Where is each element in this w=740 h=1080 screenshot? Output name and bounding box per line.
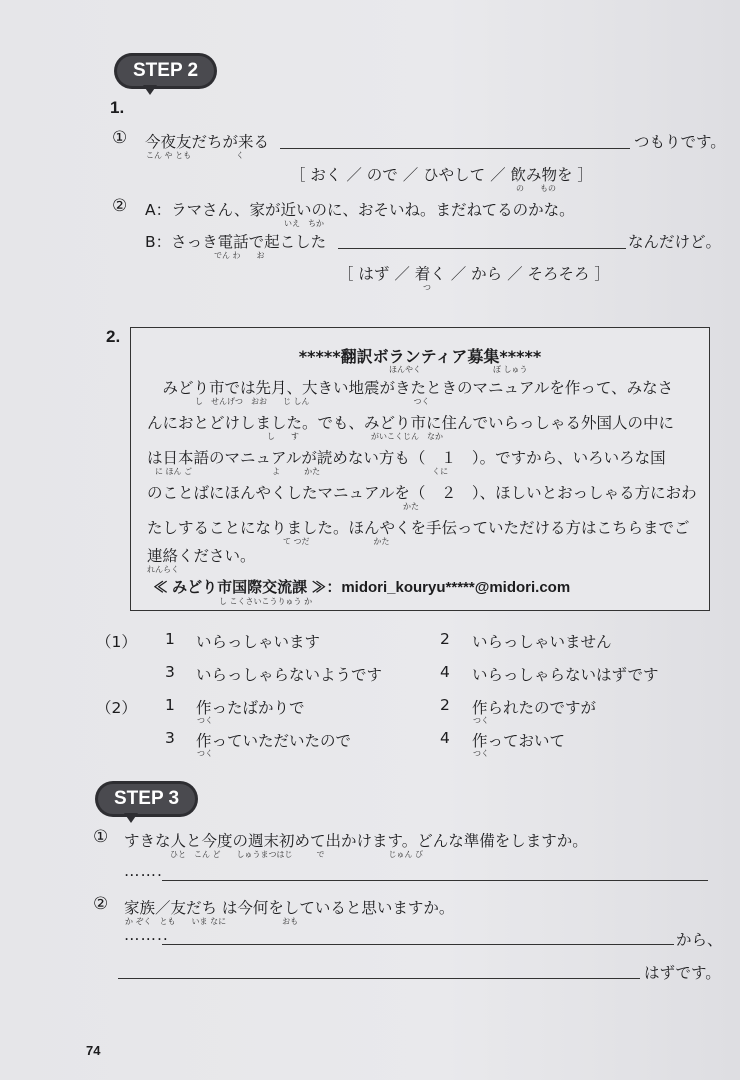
option-number: 2 — [440, 696, 450, 714]
ruby: でん わ お — [214, 251, 265, 260]
answer-line-step3-2b[interactable] — [118, 960, 640, 979]
item-2-circle: ② — [112, 196, 128, 216]
option-number: 4 — [440, 663, 450, 681]
answer-blank-2[interactable] — [338, 230, 626, 249]
ruby: つ — [423, 283, 431, 292]
ruby: こん や とも — [146, 151, 192, 160]
answer-option[interactable]: いらっしゃいます — [196, 633, 321, 651]
question-2-number: 2. — [106, 327, 121, 346]
dots: …….. — [124, 926, 169, 944]
question-1-number: 1. — [110, 98, 125, 117]
option-number: 4 — [440, 729, 450, 747]
ruby: つく — [197, 749, 213, 758]
ruby: かた — [147, 502, 419, 511]
option-number: 3 — [165, 729, 175, 747]
option-number: 2 — [440, 630, 450, 648]
suffix-kara: から、 — [676, 931, 723, 949]
ruby: ひと こん ど しゅうまつはじ で じゅん び — [170, 850, 424, 859]
step3-item-1-text: すきな人と今度の週末初めて出かけます。どんな準備をしますか。 — [124, 832, 588, 850]
ruby: に ほん ご よ かた くに — [147, 467, 449, 476]
ruby: し せんげつ おお じ しん つく — [147, 397, 430, 406]
notice-box — [130, 327, 710, 611]
answer-option[interactable]: いらっしゃらないようです — [196, 666, 383, 684]
dots: ……. — [124, 862, 163, 880]
notice-line: は日本語のマニュアルが読めない方も（ １ ）。ですから、いろいろな国 — [147, 449, 666, 467]
ruby: し こくさいこうりゅう か — [219, 597, 313, 606]
answer-label-2: （2） — [96, 699, 137, 717]
answer-option[interactable]: 作っていただいたので — [196, 732, 352, 750]
item-1-prefix: 今夜友だちが来る — [145, 133, 270, 151]
answer-option[interactable]: 作ったばかりで — [196, 699, 305, 717]
answer-option[interactable]: 作られたのですが — [472, 699, 597, 717]
step3-item-2-circle: ② — [93, 894, 109, 914]
step3-item-2-text: 家族／友だち は今何をしていると思いますか。 — [124, 899, 455, 917]
ruby: ほんやく ぼ しゅう — [389, 365, 528, 374]
option-number: 3 — [165, 663, 175, 681]
answer-option[interactable]: いらっしゃらないはずです — [472, 666, 659, 684]
notice-line: のことばにほんやくしたマニュアルを（ ２ ）、ほしいとおっしゃる方におわ — [147, 484, 697, 502]
step2-badge: STEP 2 — [117, 56, 214, 86]
ruby: て つだ かた — [147, 537, 390, 546]
contact-line: ≪ みどり市国際交流課 ≫：midori_kouryu*****@midori.com — [153, 579, 571, 596]
ruby: つく — [197, 716, 213, 725]
ruby: か ぞく とも いま なに おも — [125, 917, 299, 926]
item-2-line-a: A：ラマさん、家が近いのに、おそいね。まだねてるのかな。 — [145, 201, 575, 219]
step3-badge: STEP 3 — [98, 784, 195, 814]
ruby: つく — [473, 749, 489, 758]
answer-blank-1[interactable] — [280, 130, 630, 149]
page-number: 74 — [86, 1043, 101, 1058]
answer-line-step3-1[interactable] — [162, 862, 708, 881]
answer-option[interactable]: いらっしゃいません — [472, 633, 612, 651]
notice-line: たしすることになりました。ほんやくを手伝っていただける方はこちらまでご — [147, 519, 690, 537]
suffix-hazu: はずです。 — [644, 964, 721, 982]
item-2-line-b-prefix: B：さっき電話で起こした — [145, 233, 327, 251]
notice-line: 連絡ください。 — [147, 547, 256, 565]
item-1-suffix: つもりです。 — [634, 133, 726, 151]
ruby: れんらく — [147, 565, 179, 574]
ruby: く — [236, 151, 244, 160]
answer-option[interactable]: 作っておいて — [472, 732, 566, 750]
ruby: し す がいこくじん なか — [147, 432, 443, 441]
notice-line: みどり市では先月、大きい地震がきたときのマニュアルを作って、みなさ — [147, 379, 674, 397]
answer-line-step3-2a[interactable] — [162, 926, 674, 945]
notice-title: *****翻訳ボランティア募集***** — [298, 347, 542, 366]
item-2-line-b-suffix: なんだけど。 — [628, 233, 722, 251]
option-number: 1 — [165, 696, 175, 714]
item-1-circle: ① — [112, 128, 128, 148]
ruby: の もの — [516, 184, 556, 193]
option-number: 1 — [165, 630, 175, 648]
item-1-choices: ［ おく ／ ので ／ ひやして ／ 飲み物を ］ — [290, 166, 593, 184]
step3-item-1-circle: ① — [93, 827, 109, 847]
ruby: いえ ちか — [284, 219, 324, 228]
answer-label-1: （1） — [96, 633, 137, 651]
item-2-choices: ［ はず ／ 着く ／ から ／ そろそろ ］ — [338, 265, 610, 283]
ruby: つく — [473, 716, 489, 725]
notice-line: んにおとどけしました。でも、みどり市に住んでいらっしゃる外国人の中に — [147, 414, 675, 432]
